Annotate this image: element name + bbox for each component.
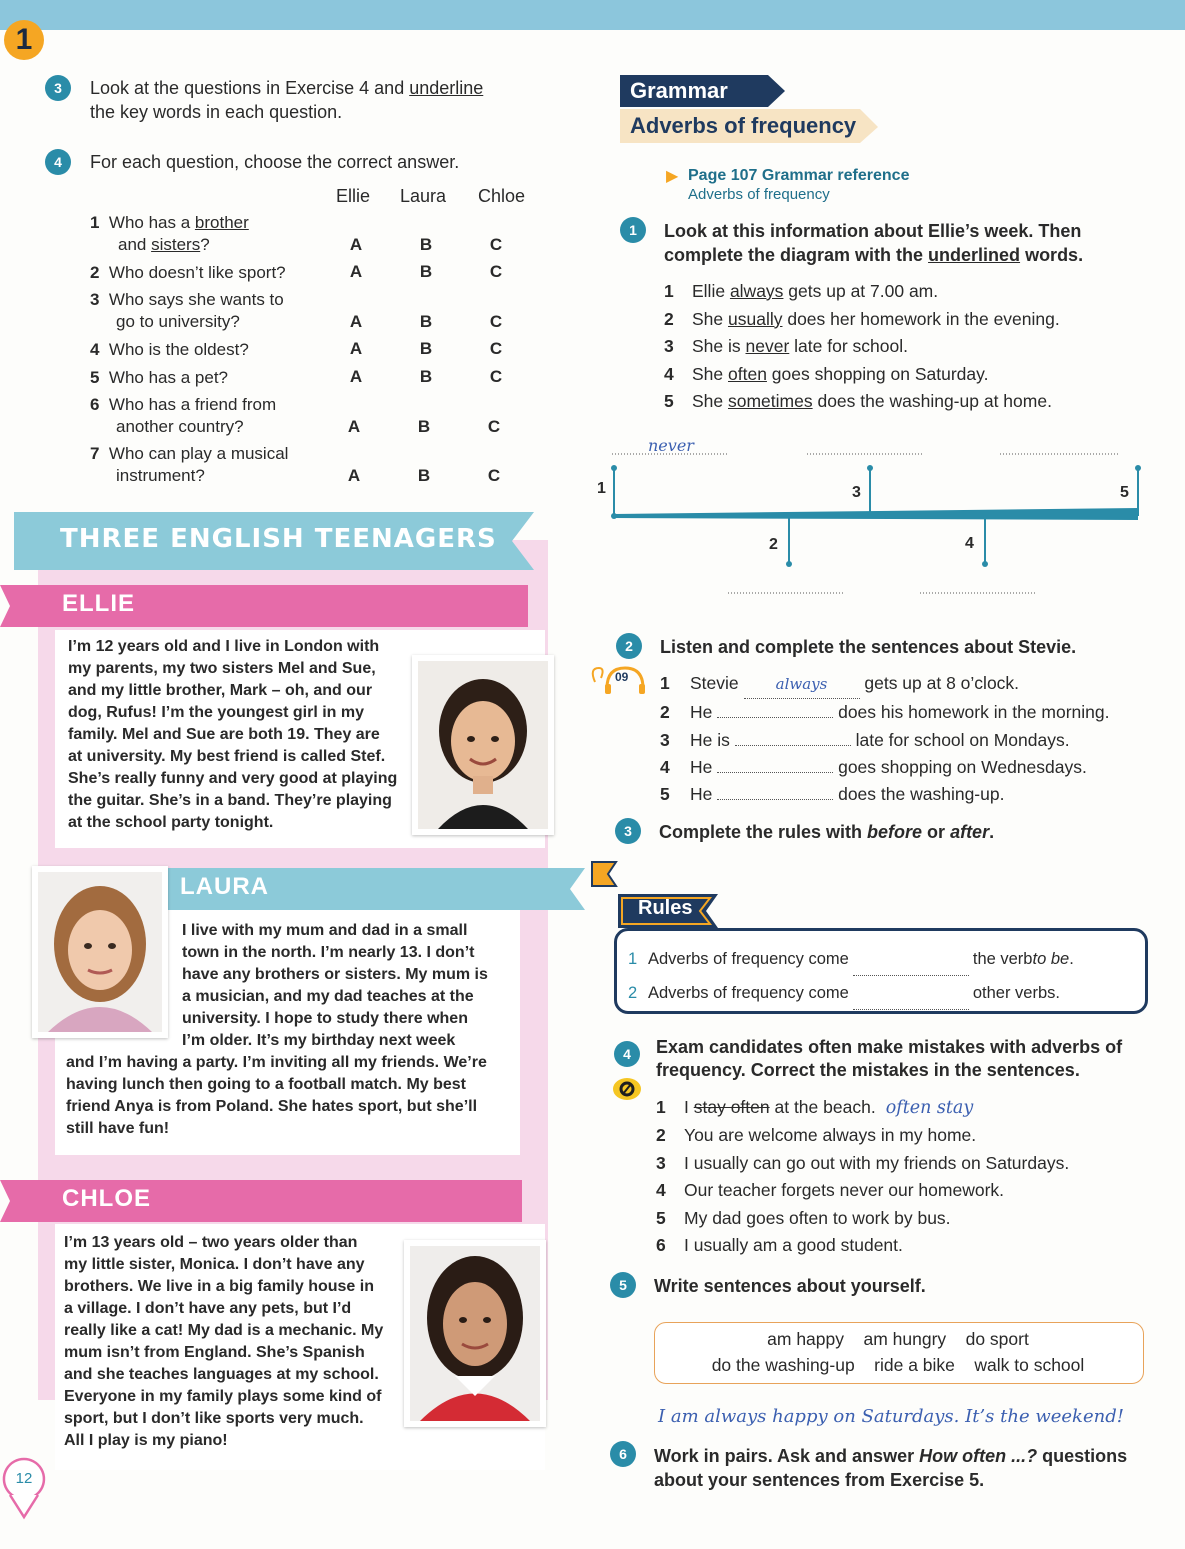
- option-a[interactable]: A: [349, 367, 363, 386]
- exercise-1-items: 1 Ellie always gets up at 7.00 am. 2 She usually does her homework in the evening. 3 She is never late for school. 4 She often goes shopping on Saturday. 5 She sometimes does the washing-up at home.: [664, 281, 1060, 411]
- option-a[interactable]: A: [349, 235, 363, 254]
- exercise-number: 5: [610, 1272, 636, 1298]
- exercise-4-items: 1 I stay often at the beach. often stay 2 You are welcome always in my home. 3 I usually can go out with my friends on Saturdays. 4 Our teacher forgets never our homework. 5 My dad goes often to work by bus. 6 I usually am a good student.: [656, 1097, 1070, 1256]
- laura-story-top: I live with my mum and dad in a small town in the north. I’m nearly 13. I don’t have any brothers or sisters. My mum is a musician, and my dad teaches at the university. I hope to study there when I’m older. It’s my birthday next week: [182, 922, 488, 1049]
- reading-title: THREE ENGLISH TEENAGERS: [60, 524, 497, 554]
- exam-tip-icon: [611, 1075, 643, 1103]
- exercise-2-items: 1 Stevie always gets up at 8 o’clock. 2 He does his homework in the morning. 3 He is late for school on Mondays. 4 He goes shopping on Wednesdays. 5 He does the washing-up.: [660, 673, 1110, 805]
- exercise-6-instruction: Work in pairs. Ask and answer How often ...? questions about your sentences from Exercise 5.: [654, 1446, 1128, 1490]
- option-a[interactable]: A: [347, 466, 361, 485]
- unit-number-badge: 1: [4, 20, 44, 60]
- grammar-label: Grammar: [630, 78, 728, 103]
- ellie-name: ELLIE: [62, 590, 136, 617]
- rules-items: 1 Adverbs of frequency come the verb to be . 2 Adverbs of frequency come other verbs.: [628, 942, 1133, 1010]
- question-4: 4 Who is the oldest?: [90, 340, 249, 359]
- question-2: 2 Who doesn’t like sport?: [90, 263, 286, 282]
- exercise-3-instruction: Look at the questions in Exercise 4 and underline the key words in each question.: [90, 78, 484, 122]
- option-c[interactable]: C: [487, 417, 501, 436]
- exercise-4-instruction: Exam candidates often make mistakes with adverbs of frequency. Correct the mistakes in the sentences.: [656, 1037, 1123, 1080]
- chloe-name: CHLOE: [62, 1185, 151, 1212]
- question-6: 6 Who has a friend from another country?: [90, 395, 277, 436]
- column-header: Ellie: [336, 186, 371, 206]
- option-c[interactable]: C: [487, 466, 501, 485]
- option-c[interactable]: C: [489, 262, 503, 281]
- flag-icon: [590, 858, 620, 890]
- page-number-pin: [0, 1455, 52, 1525]
- exercise-1-instruction: Look at this information about Ellie’s week. Then complete the diagram with the underlined words.: [664, 221, 1084, 265]
- exercise-number: 3: [45, 75, 71, 101]
- diagram-example-answer: never: [648, 436, 694, 455]
- diagram-label-1: 1: [597, 480, 606, 497]
- column-header: Laura: [400, 186, 447, 206]
- option-b[interactable]: B: [417, 466, 431, 485]
- exercise-number: 4: [614, 1041, 640, 1067]
- option-a[interactable]: A: [349, 312, 363, 331]
- diagram-label-2: 2: [769, 536, 778, 553]
- grammar-topic: Adverbs of frequency: [630, 113, 857, 138]
- frequency-diagram: [590, 440, 1150, 605]
- option-b[interactable]: B: [419, 339, 433, 358]
- word-box-words: am happy am hungry do sport do the washing-up ride a bike walk to school: [711, 1329, 1085, 1375]
- option-b[interactable]: B: [419, 312, 433, 331]
- audio-track-number: 09: [615, 670, 629, 684]
- question-3: 3 Who says she wants to go to university?: [90, 290, 284, 331]
- question-7: 7 Who can play a musical instrument?: [90, 444, 289, 485]
- exercise-number: 1: [620, 217, 646, 243]
- option-b[interactable]: B: [419, 235, 433, 254]
- page-number: 12: [15, 1470, 33, 1487]
- exercise-4-instruction: For each question, choose the correct answer.: [90, 152, 460, 172]
- option-c[interactable]: C: [489, 235, 503, 254]
- option-b[interactable]: B: [419, 367, 433, 386]
- exercise-3-instruction: Complete the rules with before or after.: [659, 822, 995, 842]
- exercise-number: 4: [45, 149, 71, 175]
- top-band: [0, 0, 1185, 30]
- diagram-label-4: 4: [965, 535, 974, 552]
- option-a[interactable]: A: [349, 262, 363, 281]
- option-a[interactable]: A: [347, 417, 361, 436]
- rules-label: Rules: [638, 897, 693, 919]
- column-header: Chloe: [478, 186, 526, 206]
- option-b[interactable]: B: [417, 417, 431, 436]
- ellie-photo: [412, 655, 554, 835]
- exercise-number: 6: [610, 1441, 636, 1467]
- laura-photo: [32, 866, 168, 1038]
- question-5: 5 Who has a pet?: [90, 368, 228, 387]
- option-b[interactable]: B: [419, 262, 433, 281]
- exercise-number: 2: [616, 633, 642, 659]
- exercise-5-example: I am always happy on Saturdays. It’s the weekend!: [658, 1406, 1124, 1427]
- exercise-5-instruction: Write sentences about yourself.: [654, 1276, 926, 1296]
- option-c[interactable]: C: [489, 339, 503, 358]
- exercise-2-instruction: Listen and complete the sentences about Stevie.: [660, 637, 1077, 657]
- exercise-number: 3: [615, 818, 641, 844]
- grammar-reference-subtitle: Adverbs of frequency: [688, 186, 830, 203]
- option-c[interactable]: C: [489, 367, 503, 386]
- ellie-story: I’m 12 years old and I live in London with my parents, my two sisters Mel and Sue, and my little brother, Mark – oh, and our dog, Rufus! I’m the youngest girl in my family. Mel and Sue are both 19. They are at university. My best friend is called Stef. She’s really funny and very good at playing the guitar. She’s in a band. They’re playing at the school party tonight.: [68, 638, 398, 831]
- play-arrow-icon: ▶: [666, 168, 679, 185]
- laura-name: LAURA: [180, 873, 269, 900]
- option-c[interactable]: C: [489, 312, 503, 331]
- chloe-story: I’m 13 years old – two years older than my little sister, Monica. I don’t have any brothers. We live in a big family house in a village. I don’t have any pets, but I’d really like a cat! My dad is a mechanic. My mum isn’t from England. She’s Spanish and she teaches languages at my school. Everyone in my family plays some kind of sport, but I don’t like sports very much. All I play is my piano!: [64, 1234, 384, 1449]
- chloe-photo: [404, 1240, 546, 1427]
- grammar-reference-link[interactable]: Page 107 Grammar reference: [688, 167, 910, 184]
- diagram-label-5: 5: [1120, 484, 1129, 501]
- diagram-label-3: 3: [852, 484, 861, 501]
- laura-story-bottom: and I’m having a party. I’m inviting all my friends. We’re having lunch then going to a football match. My best friend Anya is from Poland. She hates sport, but she’ll still have fun!: [66, 1054, 487, 1137]
- option-a[interactable]: A: [349, 339, 363, 358]
- question-1: 1 Who has a brother and sisters?: [90, 213, 249, 254]
